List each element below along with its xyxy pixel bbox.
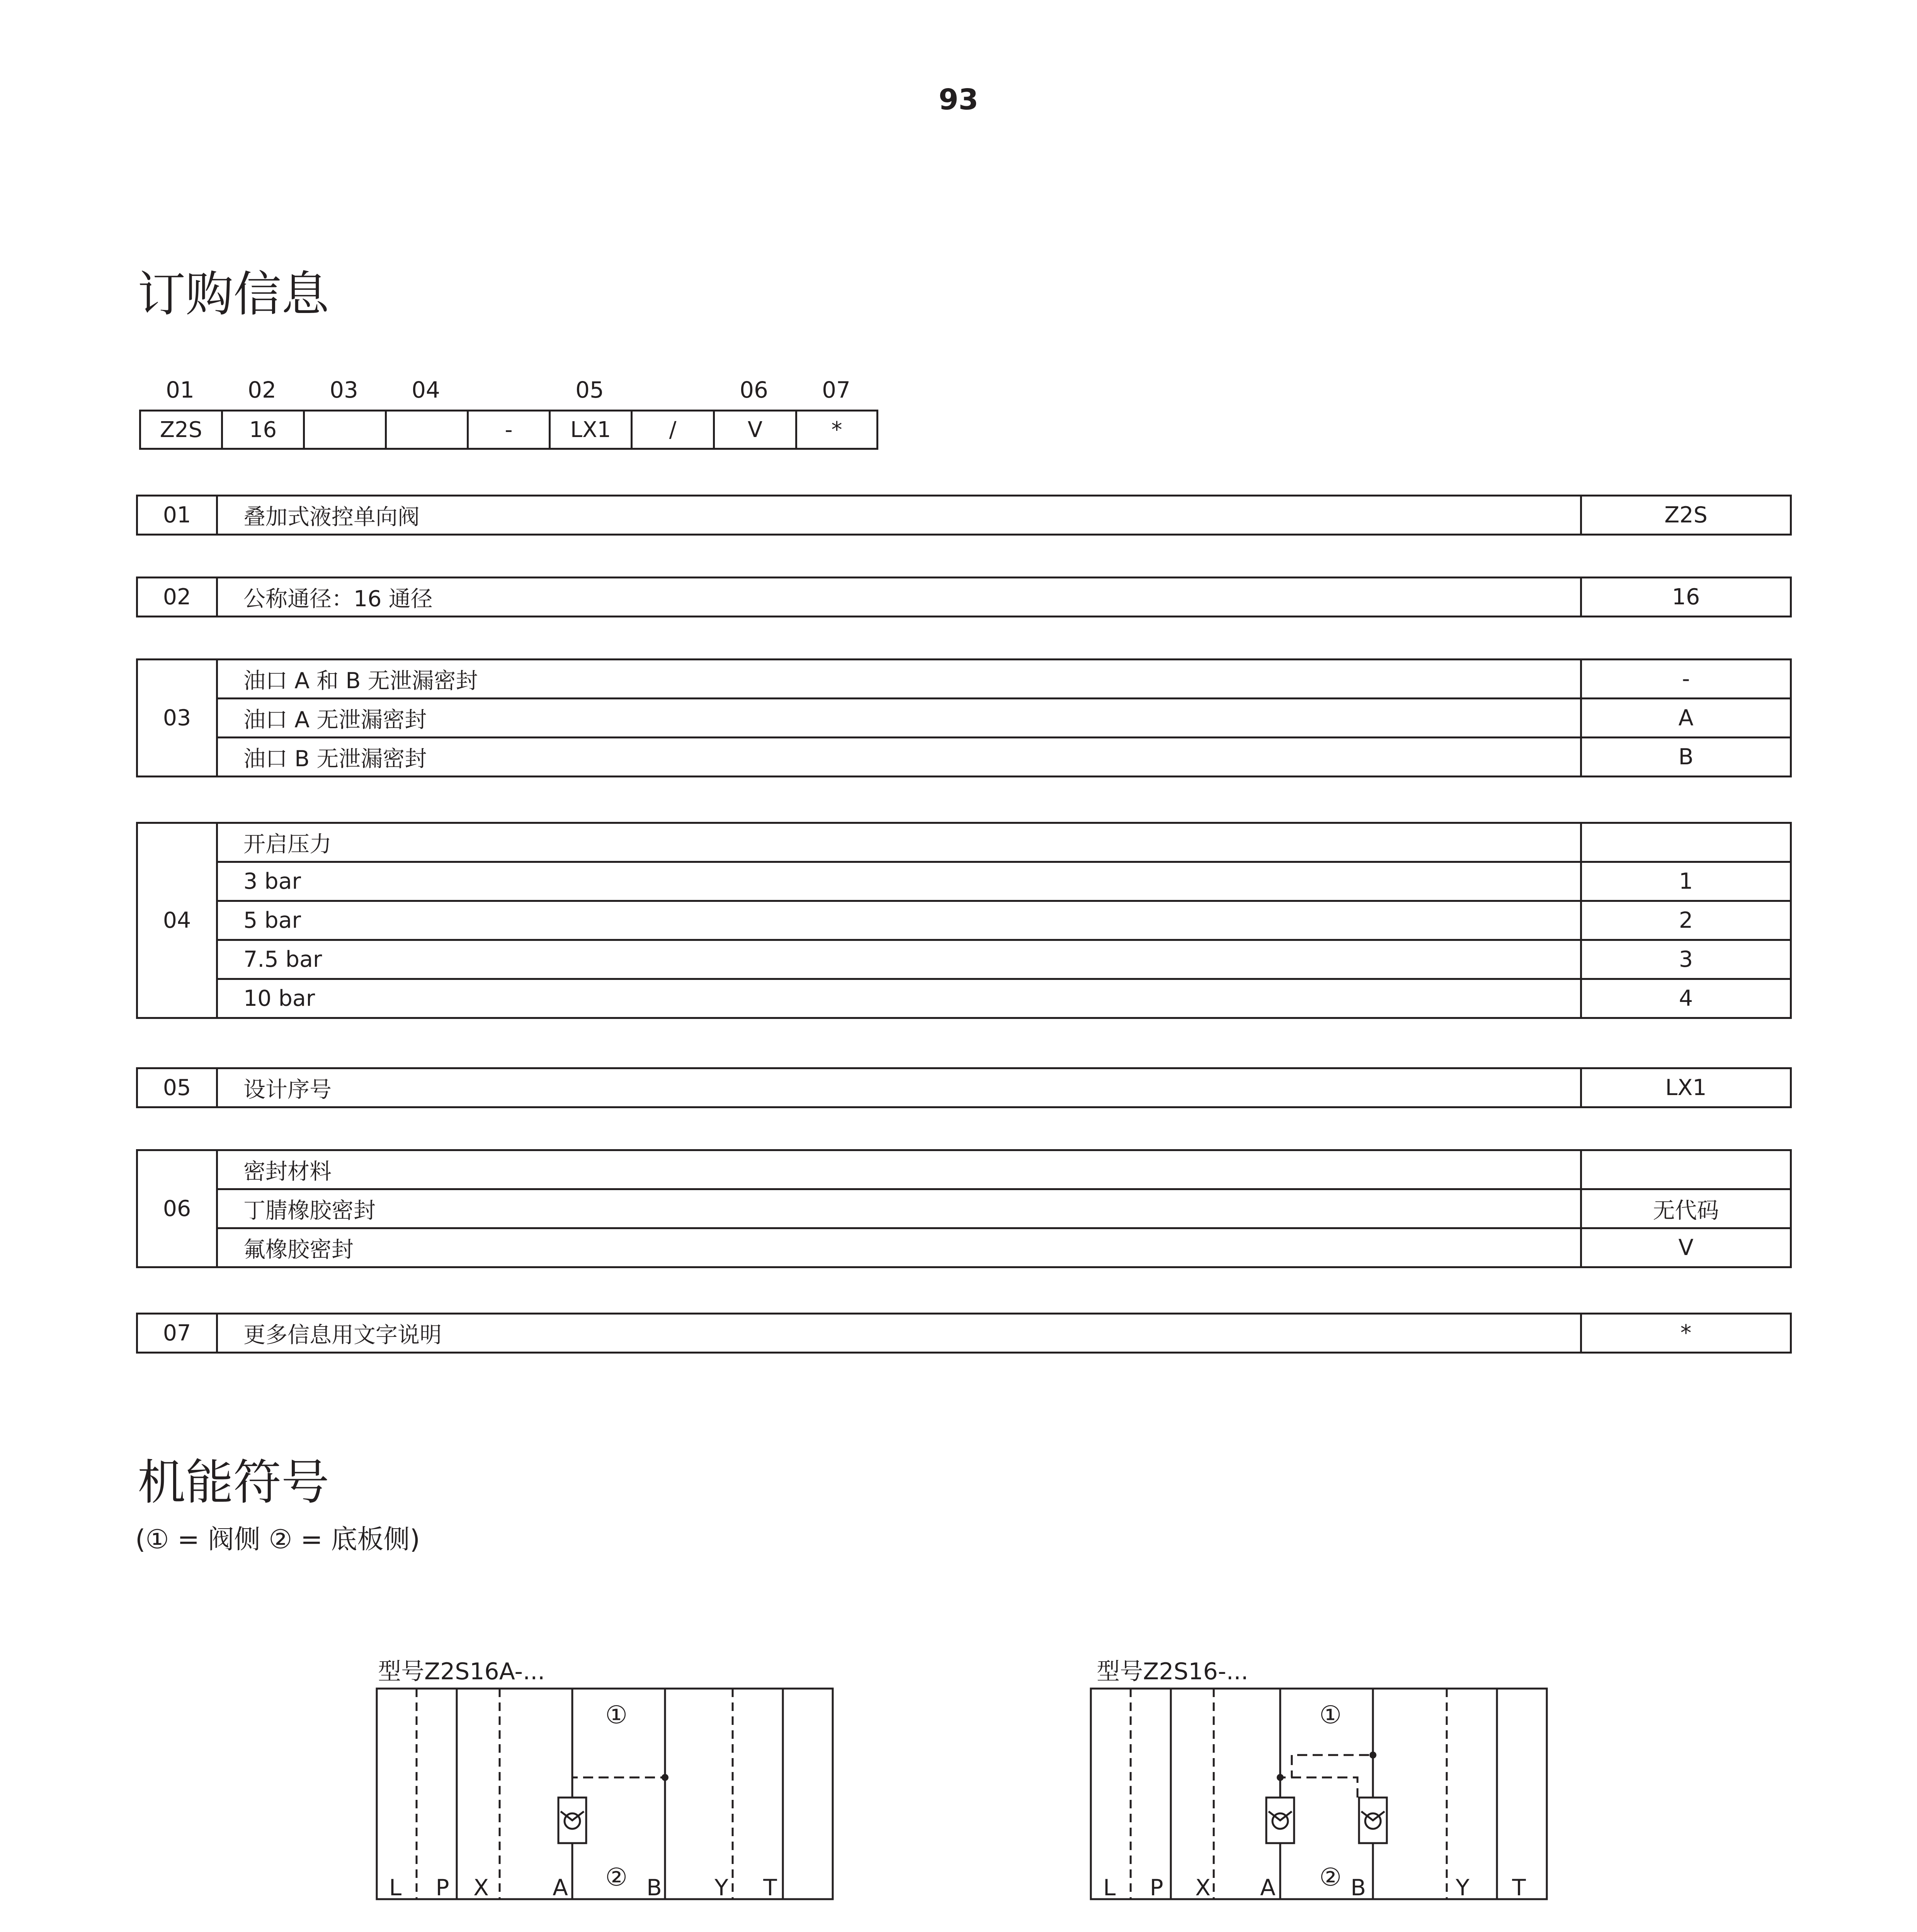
option-index: 06 xyxy=(137,1150,217,1267)
code-box: V xyxy=(713,410,795,450)
code-box: Z2S xyxy=(139,410,221,450)
code-label: 06 xyxy=(740,377,768,403)
option-code: * xyxy=(1581,1314,1791,1353)
code-box xyxy=(303,410,385,450)
option-index: 03 xyxy=(137,660,217,777)
option-desc: 丁腈橡胶密封 xyxy=(217,1189,1581,1228)
table-row xyxy=(137,979,1791,1018)
table-row xyxy=(137,699,1791,738)
diagram-z2s16 xyxy=(1091,1689,1547,1903)
option-index: 01 xyxy=(137,496,217,535)
option-code: 3 xyxy=(1581,940,1791,979)
table-row xyxy=(137,738,1791,777)
page-number: 93 xyxy=(939,83,978,116)
diagram-a-title: 型号Z2S16A-... xyxy=(378,1658,545,1685)
code-label: 04 xyxy=(412,377,440,403)
option-table-02 xyxy=(136,577,1792,617)
table-row xyxy=(137,901,1791,940)
code-label: 03 xyxy=(330,377,358,403)
option-desc: 5 bar xyxy=(217,901,1581,940)
option-desc: 密封材料 xyxy=(217,1150,1581,1189)
base-side-mark: ② xyxy=(605,1863,628,1892)
port-label: T xyxy=(763,1874,777,1901)
option-index: 07 xyxy=(137,1314,217,1353)
code-box: LX1 xyxy=(549,410,631,450)
table-row xyxy=(137,940,1791,979)
table-row xyxy=(137,862,1791,901)
port-label: L xyxy=(389,1874,402,1901)
port-label: Y xyxy=(1456,1874,1470,1901)
code-box: - xyxy=(467,410,549,450)
option-index: 05 xyxy=(137,1068,217,1107)
code-label: 01 xyxy=(166,377,194,403)
base-side-mark: ② xyxy=(1319,1863,1342,1892)
port-label: P xyxy=(1150,1874,1163,1901)
table-row xyxy=(137,823,1791,862)
option-desc: 公称通径：16 通径 xyxy=(217,578,1581,617)
ordering-title: 订购信息 xyxy=(138,267,330,322)
option-desc: 3 bar xyxy=(217,862,1581,901)
code-box: / xyxy=(631,410,713,450)
option-desc: 开启压力 xyxy=(217,823,1581,862)
port-label: X xyxy=(1195,1874,1211,1901)
option-desc: 叠加式液控单向阀 xyxy=(217,496,1581,535)
option-code: 2 xyxy=(1581,901,1791,940)
port-label: P xyxy=(435,1874,449,1901)
option-code: A xyxy=(1581,699,1791,738)
junction-dot xyxy=(1277,1774,1284,1781)
code-box xyxy=(385,410,467,450)
table-row xyxy=(137,1189,1791,1228)
diagram-z2s16a xyxy=(377,1689,833,1903)
table-row xyxy=(137,1314,1791,1353)
option-desc: 油口 A 无泄漏密封 xyxy=(217,699,1581,738)
code-label: 05 xyxy=(575,377,604,403)
table-row xyxy=(137,578,1791,617)
code-box: * xyxy=(795,410,878,450)
table-row xyxy=(137,660,1791,699)
option-index: 02 xyxy=(137,578,217,617)
junction-dot xyxy=(1369,1752,1376,1759)
option-table-07 xyxy=(136,1313,1792,1354)
port-label: A xyxy=(553,1874,568,1901)
option-table-05 xyxy=(136,1067,1792,1108)
port-label: X xyxy=(473,1874,489,1901)
option-code: - xyxy=(1581,660,1791,699)
table-row xyxy=(137,496,1791,535)
option-code: V xyxy=(1581,1228,1791,1267)
port-label: B xyxy=(1351,1874,1366,1901)
option-table-01 xyxy=(136,495,1792,536)
symbols-title: 机能符号 xyxy=(138,1455,330,1510)
option-code: LX1 xyxy=(1581,1068,1791,1107)
diagram-ab-title: 型号Z2S16-... xyxy=(1097,1658,1249,1685)
table-row xyxy=(137,1150,1791,1189)
option-code: 1 xyxy=(1581,862,1791,901)
valve-side-mark: ① xyxy=(605,1701,628,1730)
port-label: T xyxy=(1512,1874,1526,1901)
code-label: 07 xyxy=(822,377,850,403)
option-table-03 xyxy=(136,658,1792,777)
option-code xyxy=(1581,823,1791,862)
valve-side-mark: ① xyxy=(1319,1701,1342,1730)
option-desc: 油口 A 和 B 无泄漏密封 xyxy=(217,660,1581,699)
table-row xyxy=(137,1068,1791,1107)
port-label: L xyxy=(1103,1874,1116,1901)
option-code: Z2S xyxy=(1581,496,1791,535)
junction-dot xyxy=(662,1774,668,1781)
option-desc: 10 bar xyxy=(217,979,1581,1018)
code-box: 16 xyxy=(221,410,303,450)
option-code xyxy=(1581,1150,1791,1189)
option-table-04 xyxy=(136,822,1792,1019)
option-code: 4 xyxy=(1581,979,1791,1018)
option-table-06 xyxy=(136,1149,1792,1268)
port-label: Y xyxy=(714,1874,728,1901)
option-code: B xyxy=(1581,738,1791,777)
code-label: 02 xyxy=(248,377,276,403)
option-desc: 更多信息用文字说明 xyxy=(217,1314,1581,1353)
port-label: B xyxy=(646,1874,662,1901)
symbols-subtitle: (① = 阀侧 ② = 底板侧) xyxy=(135,1524,420,1555)
option-index: 04 xyxy=(137,823,217,1018)
option-desc: 设计序号 xyxy=(217,1068,1581,1107)
option-desc: 油口 B 无泄漏密封 xyxy=(217,738,1581,777)
port-label: A xyxy=(1260,1874,1276,1901)
option-desc: 7.5 bar xyxy=(217,940,1581,979)
option-code: 16 xyxy=(1581,578,1791,617)
option-desc: 氟橡胶密封 xyxy=(217,1228,1581,1267)
option-code: 无代码 xyxy=(1581,1189,1791,1228)
table-row xyxy=(137,1228,1791,1267)
